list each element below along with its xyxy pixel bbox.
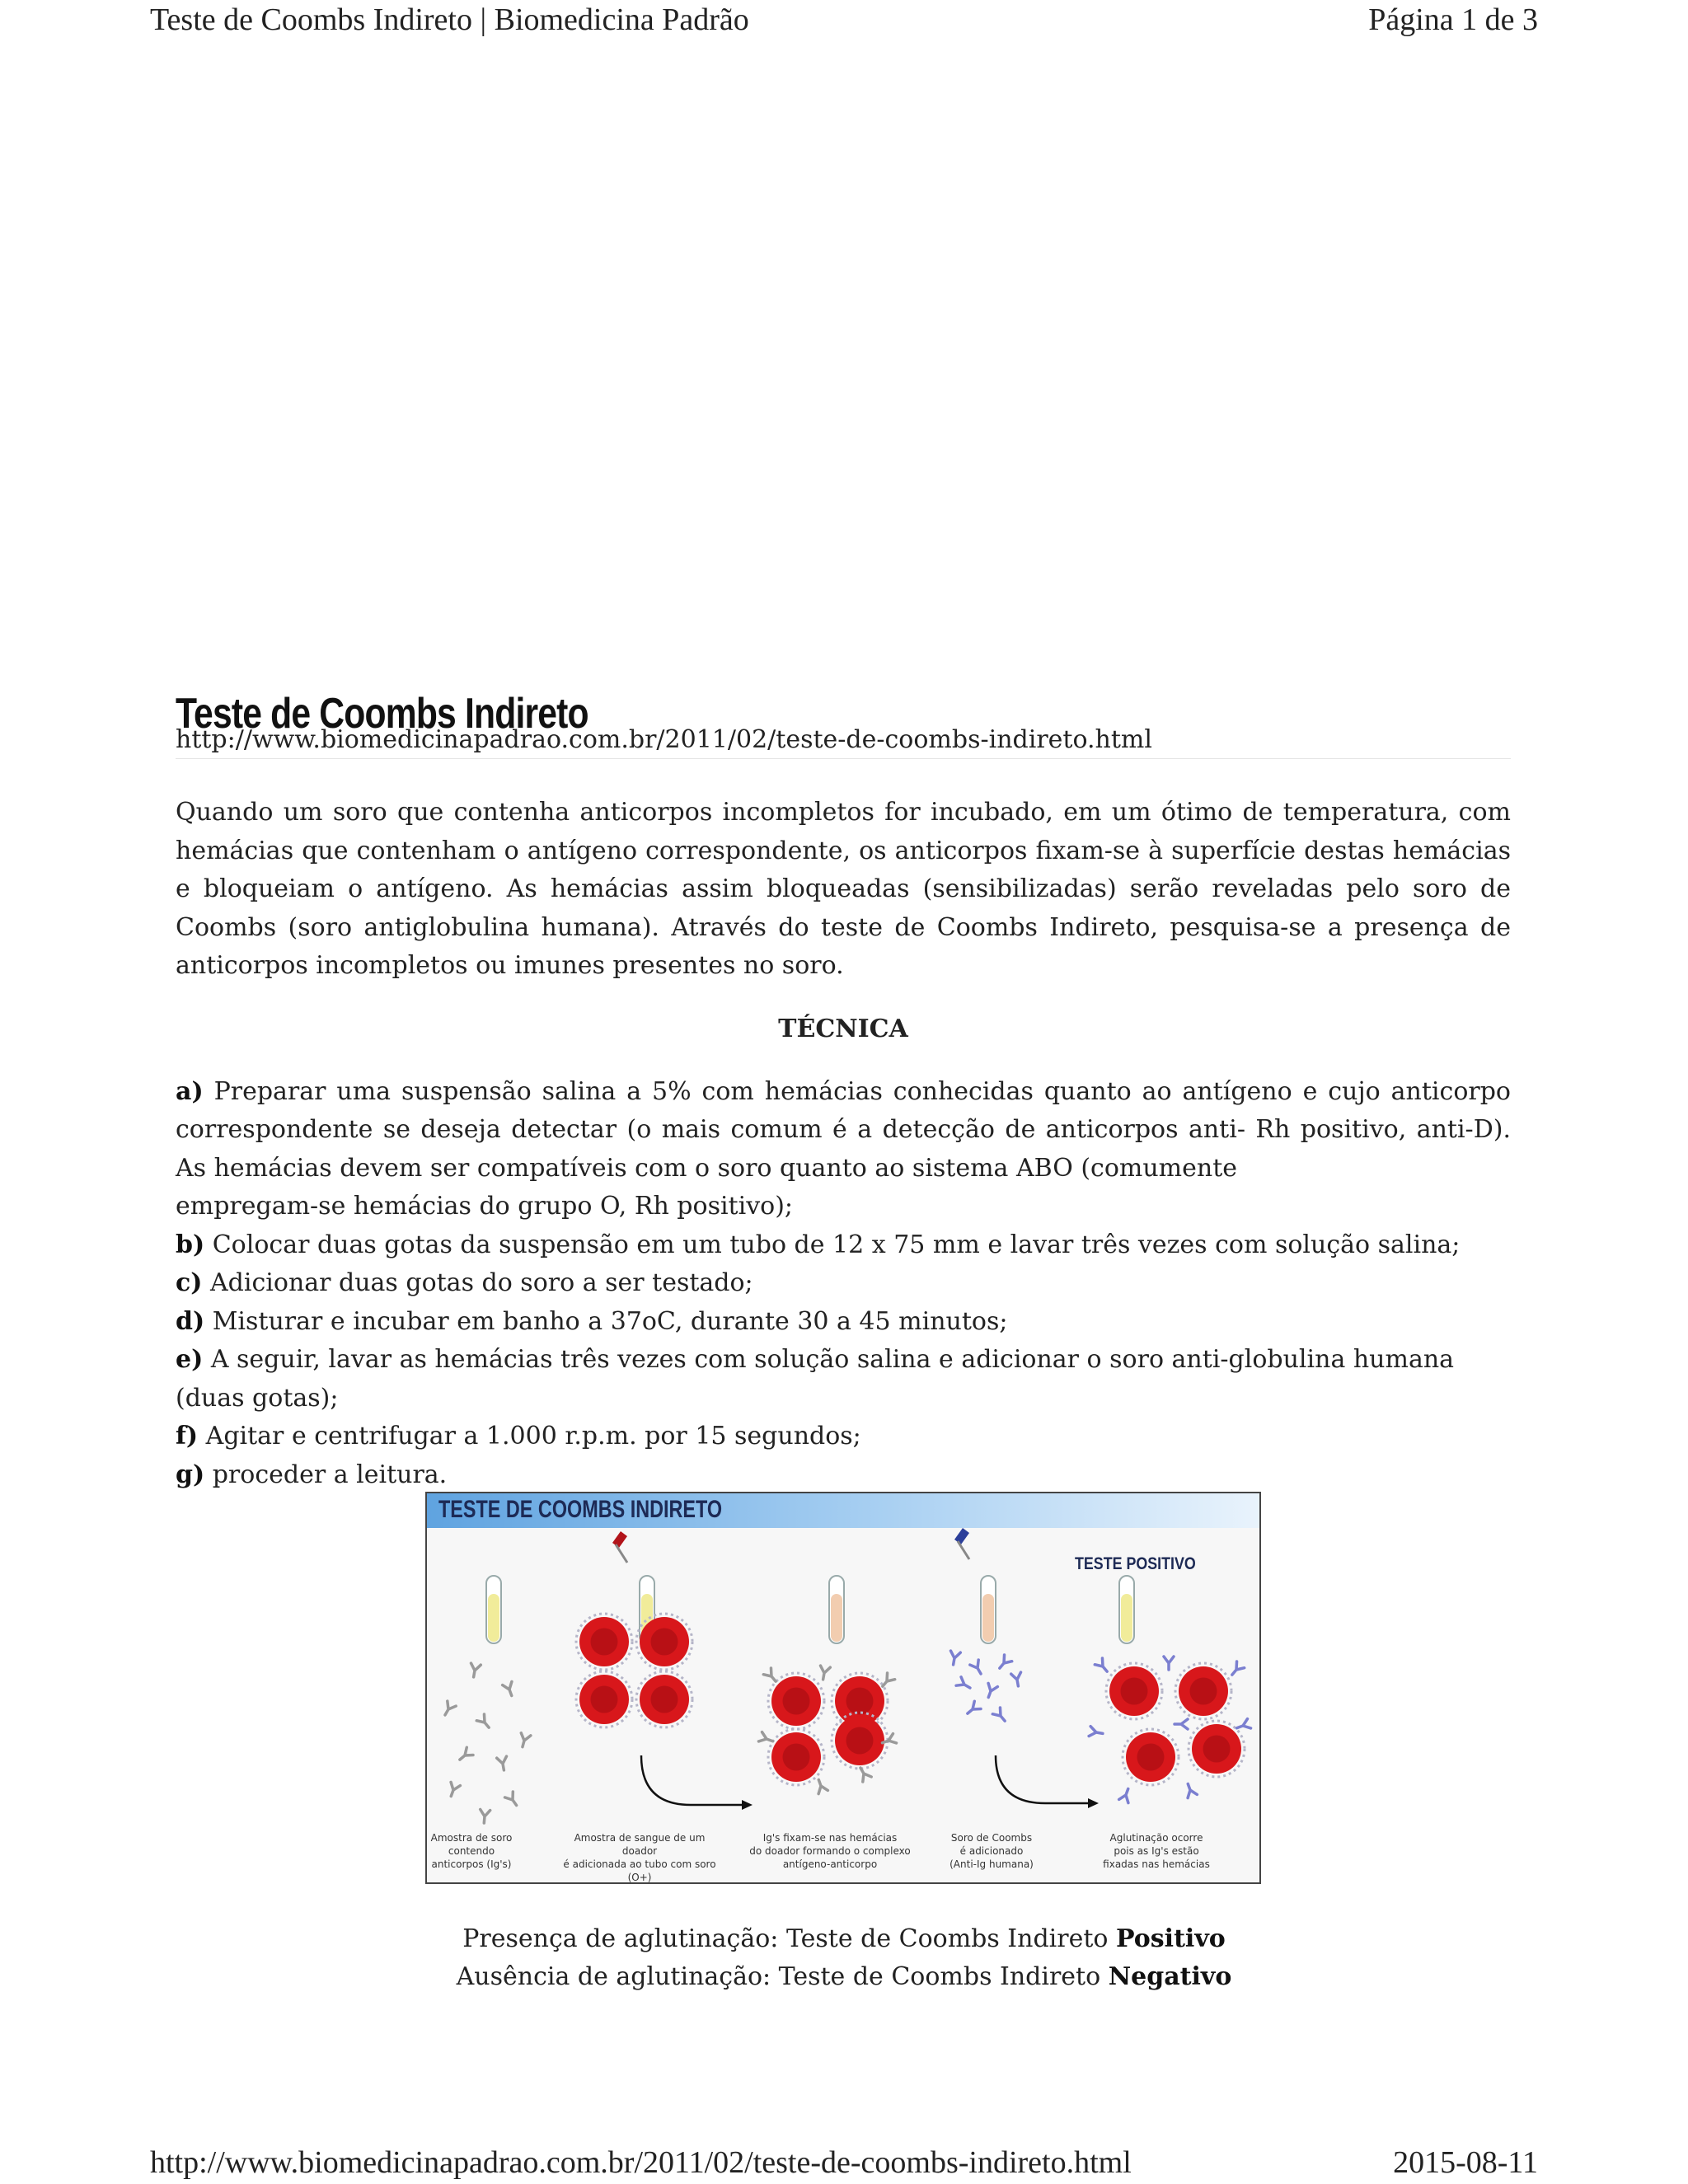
red-blood-cell-center bbox=[783, 1744, 810, 1771]
print-header-title: Teste de Coombs Indireto | Biomedicina Padrão bbox=[150, 2, 749, 37]
step-e bbox=[176, 1341, 1511, 1418]
print-header-page-number: Página 1 de 3 bbox=[1368, 2, 1538, 37]
figure-illustration bbox=[427, 1493, 1259, 1882]
free-antibody bbox=[469, 1663, 481, 1678]
caption-line: Soro de Coombs bbox=[950, 1832, 1033, 1844]
step-letter: f) bbox=[176, 1422, 199, 1451]
red-blood-cell-center bbox=[846, 1688, 874, 1715]
print-footer-date: 2015-08-11 bbox=[1393, 2145, 1538, 2180]
red-blood-cell-center bbox=[1203, 1736, 1231, 1763]
coombs-crosslink bbox=[1235, 1719, 1250, 1733]
dropper-tip bbox=[958, 1541, 969, 1559]
step-text: Preparar uma suspensão salina a 5% com hemácias conhecidas quanto ao antígeno e cujo anticorpo correspondente se deseja detectar (o mais comum é a detecção de anticorpos anti- Rh positivo, anti-D). As hemácias devem ser compatíveis com o soro quanto ao sistema ABO (comumente bbox=[176, 1076, 1511, 1183]
caption-agglutination bbox=[1086, 1831, 1226, 1871]
coombs-antiglobulin bbox=[964, 1701, 981, 1717]
red-blood-cell-center bbox=[1137, 1744, 1165, 1771]
process-arrowhead bbox=[1088, 1798, 1099, 1808]
caption-line: Ig's fixam-se nas hemácias bbox=[762, 1832, 898, 1844]
step-text: Agitar e centrifugar a 1.000 r.p.m. por 15 segundos; bbox=[205, 1422, 861, 1451]
print-footer-url: http://www.biomedicinapadrao.com.br/2011/02/teste-de-coombs-indireto.html bbox=[150, 2145, 1132, 2180]
step-letter: d) bbox=[176, 1306, 205, 1336]
caption-line: é adicionado bbox=[959, 1845, 1024, 1857]
article bbox=[176, 691, 1511, 1494]
process-arrow bbox=[996, 1755, 1090, 1803]
red-blood-cell-center bbox=[651, 1686, 678, 1713]
coombs-crosslink bbox=[1228, 1661, 1244, 1678]
red-blood-cell-center bbox=[651, 1629, 678, 1656]
caption-line: (Anti-Ig humana) bbox=[950, 1858, 1034, 1870]
caption-igs-fix bbox=[743, 1831, 917, 1871]
free-antibody bbox=[497, 1756, 509, 1771]
caption-line: pois as Ig's estão bbox=[1114, 1845, 1199, 1857]
caption-line: Amostra de soro bbox=[430, 1832, 513, 1844]
step-letter: g) bbox=[176, 1460, 205, 1489]
tube-liquid bbox=[1121, 1594, 1132, 1642]
section-title-tecnica: TÉCNICA bbox=[778, 1014, 908, 1043]
bound-antibody bbox=[856, 1765, 871, 1782]
free-antibody bbox=[504, 1792, 520, 1808]
bound-antibody bbox=[879, 1673, 894, 1690]
bound-antibody bbox=[814, 1778, 828, 1793]
coombs-antiglobulin bbox=[996, 1655, 1011, 1671]
step-letter: e) bbox=[176, 1345, 204, 1374]
step-text: Adicionar duas gotas do soro a ser testado; bbox=[210, 1268, 753, 1297]
dropper-bulb bbox=[612, 1531, 627, 1548]
red-blood-cell-center bbox=[591, 1686, 618, 1713]
result-positive-word: Positivo bbox=[1116, 1924, 1226, 1953]
process-arrowhead bbox=[742, 1800, 753, 1810]
free-antibody bbox=[457, 1747, 473, 1763]
coombs-antiglobulin bbox=[949, 1651, 961, 1666]
step-letter: c) bbox=[176, 1268, 203, 1297]
coombs-antiglobulin bbox=[1011, 1672, 1024, 1687]
coombs-crosslink bbox=[1089, 1727, 1104, 1739]
red-blood-cell-center bbox=[591, 1629, 618, 1656]
step-a bbox=[176, 1073, 1511, 1188]
red-blood-cell-center bbox=[846, 1727, 874, 1755]
step-text: proceder a leitura. bbox=[212, 1460, 448, 1489]
technique-steps bbox=[176, 1073, 1511, 1495]
bound-antibody bbox=[818, 1666, 831, 1680]
coombs-antiglobulin bbox=[984, 1683, 998, 1699]
tube-liquid bbox=[982, 1594, 994, 1642]
step-text: Colocar duas gotas da suspensão em um tubo de 12 x 75 mm e lavar três vezes com solução salina; bbox=[212, 1230, 1461, 1259]
caption-coombs-serum bbox=[930, 1831, 1053, 1871]
dropper-bulb bbox=[954, 1528, 969, 1544]
coombs-antiglobulin bbox=[956, 1677, 973, 1692]
result-negative-text: Ausência de aglutinação: Teste de Coombs Indireto bbox=[456, 1962, 1101, 1991]
red-blood-cell-center bbox=[1121, 1678, 1148, 1705]
free-antibody bbox=[441, 1701, 456, 1718]
step-text: A seguir, lavar as hemácias três vezes com solução salina e adicionar o soro anti-globulina humana (duas gotas); bbox=[176, 1345, 1455, 1413]
step-f bbox=[176, 1418, 1511, 1456]
caption-line: (O+) bbox=[627, 1872, 652, 1883]
red-blood-cell-center bbox=[783, 1688, 810, 1715]
positive-test-label: TESTE POSITIVO bbox=[1075, 1554, 1196, 1573]
caption-line: fixadas nas hemácias bbox=[1103, 1858, 1210, 1870]
article-url[interactable]: http://www.biomedicinapadrao.com.br/2011/02/teste-de-coombs-indireto.html bbox=[176, 725, 1511, 759]
coombs-test-figure bbox=[425, 1492, 1261, 1884]
free-antibody bbox=[447, 1782, 461, 1797]
step-letter: b) bbox=[176, 1230, 205, 1259]
step-c bbox=[176, 1264, 1511, 1303]
caption-serum-sample bbox=[427, 1831, 516, 1871]
free-antibody bbox=[476, 1714, 492, 1731]
tube-liquid bbox=[831, 1594, 842, 1642]
result-positive bbox=[0, 1920, 1688, 1958]
dropper-tip bbox=[616, 1544, 627, 1563]
caption-donor-blood bbox=[557, 1831, 722, 1884]
caption-line: Amostra de sangue de um doador bbox=[574, 1832, 706, 1857]
step-a-continuation: empregam-se hemácias do grupo O, Rh positivo); bbox=[176, 1192, 794, 1221]
result-positive-text: Presença de aglutinação: Teste de Coombs Indireto bbox=[462, 1924, 1109, 1953]
figure-title: TESTE DE COOMBS INDIRETO bbox=[438, 1496, 723, 1523]
coombs-antiglobulin bbox=[970, 1660, 985, 1676]
coombs-crosslink bbox=[1095, 1658, 1110, 1675]
free-antibody bbox=[479, 1810, 490, 1824]
result-negative bbox=[0, 1958, 1688, 1996]
free-antibody bbox=[503, 1681, 517, 1697]
coombs-crosslink bbox=[1175, 1719, 1188, 1729]
process-arrow bbox=[641, 1755, 744, 1805]
tube-liquid bbox=[488, 1594, 499, 1642]
coombs-crosslink bbox=[1119, 1787, 1133, 1802]
coombs-crosslink bbox=[1184, 1782, 1198, 1797]
caption-line: contendo anticorpos (Ig's) bbox=[431, 1845, 512, 1870]
article-title[interactable]: Teste de Coombs Indireto bbox=[176, 690, 588, 738]
free-antibody bbox=[518, 1733, 531, 1749]
caption-line: é adicionada ao tubo com soro bbox=[563, 1858, 716, 1870]
red-blood-cell-center bbox=[1190, 1678, 1217, 1705]
caption-line: do doador formando o complexo bbox=[749, 1845, 911, 1857]
step-letter: a) bbox=[176, 1076, 204, 1106]
step-d bbox=[176, 1303, 1511, 1342]
caption-line: antígeno-anticorpo bbox=[782, 1858, 878, 1870]
step-text: Misturar e incubar em banho a 37oC, durante 30 a 45 minutos; bbox=[212, 1306, 1008, 1336]
step-g bbox=[176, 1456, 1511, 1495]
result-negative-word: Negativo bbox=[1108, 1962, 1232, 1991]
coombs-antiglobulin bbox=[992, 1708, 1008, 1724]
caption-line: Aglutinação ocorre bbox=[1109, 1832, 1203, 1844]
bound-antibody bbox=[758, 1732, 774, 1746]
intro-paragraph: Quando um soro que contenha anticorpos incompletos for incubado, em um ótimo de temperatura, com hemácias que contenham o antígeno correspondente, os anticorpos fixam-se à superfície destas hemácias e bloqueiam o antígeno. As hemácias assim bloqueadas (sensibilizadas) serão reveladas pelo soro de Coombs (soro antiglobulina humana). Através do teste de Coombs Indireto, pesquisa-se a presença de anticorpos incompletos ou imunes presentes no soro. bbox=[176, 798, 1511, 980]
coombs-crosslink bbox=[1164, 1657, 1174, 1670]
step-b bbox=[176, 1226, 1511, 1265]
